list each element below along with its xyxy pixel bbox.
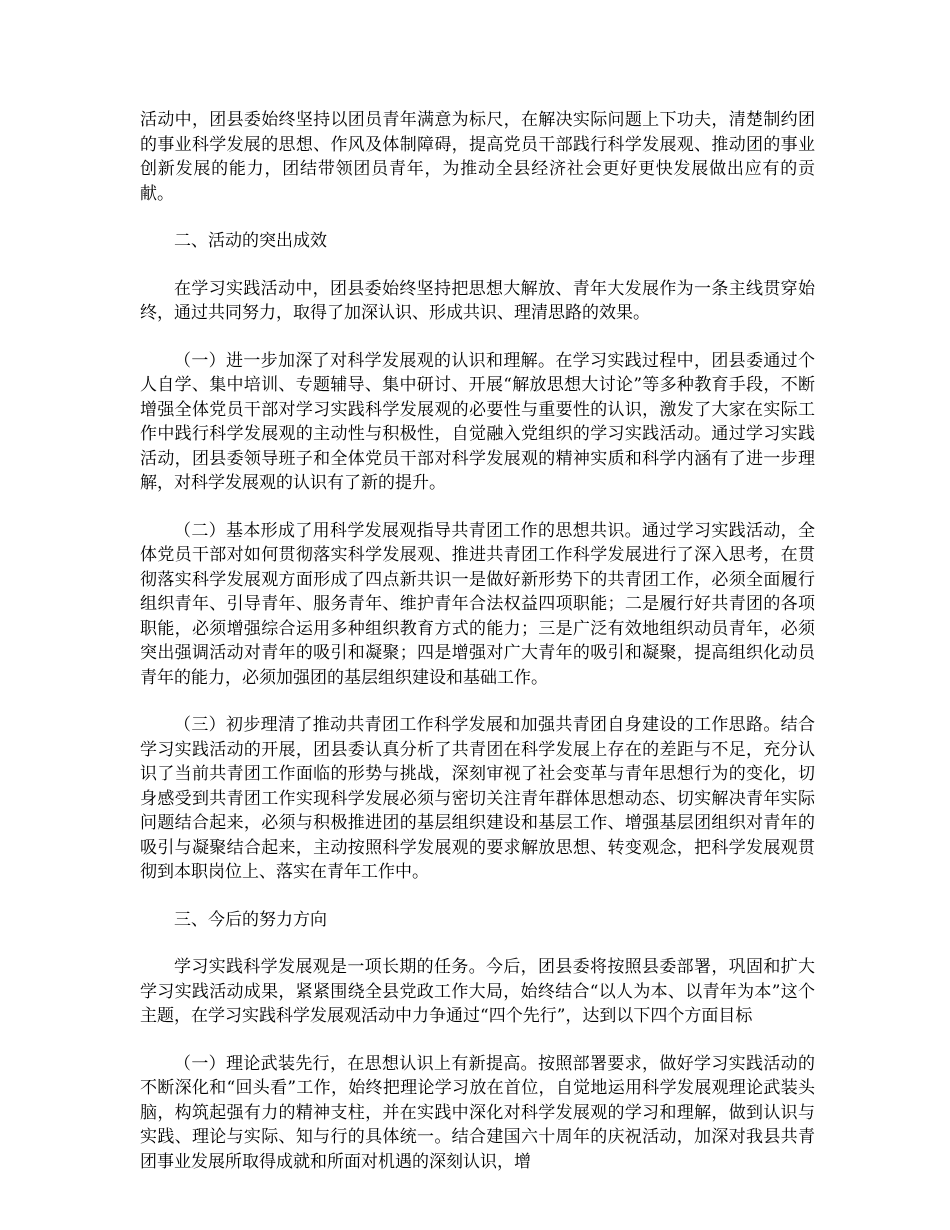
- section-heading-achievements: 二、活动的突出成效: [174, 231, 327, 251]
- paragraph-achievements-summary: 在学习实践活动中，团县委始终坚持把思想大解放、青年大发展作为一条主线贯穿始终，通过共同努力，取得了加深认识、形成共识、理清思路的效果。: [140, 278, 815, 323]
- section-heading-future-direction: 三、今后的努力方向: [174, 909, 327, 930]
- paragraph-achievement-1: （一）进一步加深了对科学发展观的认识和理解。在学习实践过程中，团县委通过个人自学、集中培训、专题辅导、集中研讨、开展“解放思想大讨论”等多种教育手段，不断增强全体党员干部对学习实践科学发展观的必要性与重要性的认识，激发了大家在实际工作中践行科学发展观的主动性与积极性，自觉融入党组织的学习实践活动。通过学习实践活动，团县委领导班子和全体党员干部对科学发展观的精神实质和科学内涵有了进一步理解，对科学发展观的认识有了新的提升。: [140, 350, 815, 493]
- paragraph-intro: 活动中，团县委始终坚持以团员青年满意为标尺，在解决实际问题上下功夫，清楚制约团的事业科学发展的思想、作风及体制障碍，提高党员干部践行科学发展观、推动团的事业创新发展的能力，团结带领团员青年，为推动全县经济社会更好更快发展做出应有的贡献。: [140, 110, 815, 204]
- paragraph-future-goal-1: （一）理论武装先行，在思想认识上有新提高。按照部署要求，做好学习实践活动的不断深化和“回头看”工作，始终把理论学习放在首位，自觉地运用科学发展观理论武装头脑，构筑起强有力的精神支柱，并在实践中深化对科学发展观的学习和理解，做到认识与实践、理论与实际、知与行的具体统一。结合建国六十周年的庆祝活动，加深对我县共青团事业发展所取得成就和所面对机遇的深刻认识，增: [140, 1053, 815, 1172]
- document-page: [140, 108, 815, 1174]
- paragraph-future-summary: 学习实践科学发展观是一项长期的任务。今后，团县委将按照县委部署，巩固和扩大学习实践活动成果，紧紧围绕全县党政工作大局，始终结合“以人为本、以青年为本”这个主题，在学习实践科学发展观活动中力争通过“四个先行”，达到以下四个方面目标: [140, 957, 815, 1026]
- paragraph-achievement-3: （三）初步理清了推动共青团工作科学发展和加强共青团自身建设的工作思路。结合学习实践活动的开展，团县委认真分析了共青团在科学发展上存在的差距与不足，充分认识了当前共青团工作面临的形势与挑战，深刻审视了社会变革与青年思想行为的变化，切身感受到共青团工作实现科学发展必须与密切关注青年群体思想动态、切实解决青年实际问题结合起来，必须与积极推进团的基层组织建设和基层工作、增强基层团组织对青年的吸引与凝聚结合起来，主动按照科学发展观的要求解放思想、转变观念，把科学发展观贯彻到本职岗位上、落实在青年工作中。: [140, 715, 815, 882]
- paragraph-achievement-2: （二）基本形成了用科学发展观指导共青团工作的思想共识。通过学习实践活动，全体党员干部对如何贯彻落实科学发展观、推进共青团工作科学发展进行了深入思考，在贯彻落实科学发展观方面形成了四点新共识一是做好新形势下的共青团工作，必须全面履行组织青年、引导青年、服务青年、维护青年合法权益四项职能；二是履行好共青团的各项职能，必须增强综合运用多种组织教育方式的能力；三是广泛有效地组织动员青年，必须突出强调活动对青年的吸引和凝聚；四是增强对广大青年的吸引和凝聚，提高组织化动员青年的能力，必须加强团的基层组织建设和基础工作。: [140, 520, 815, 688]
